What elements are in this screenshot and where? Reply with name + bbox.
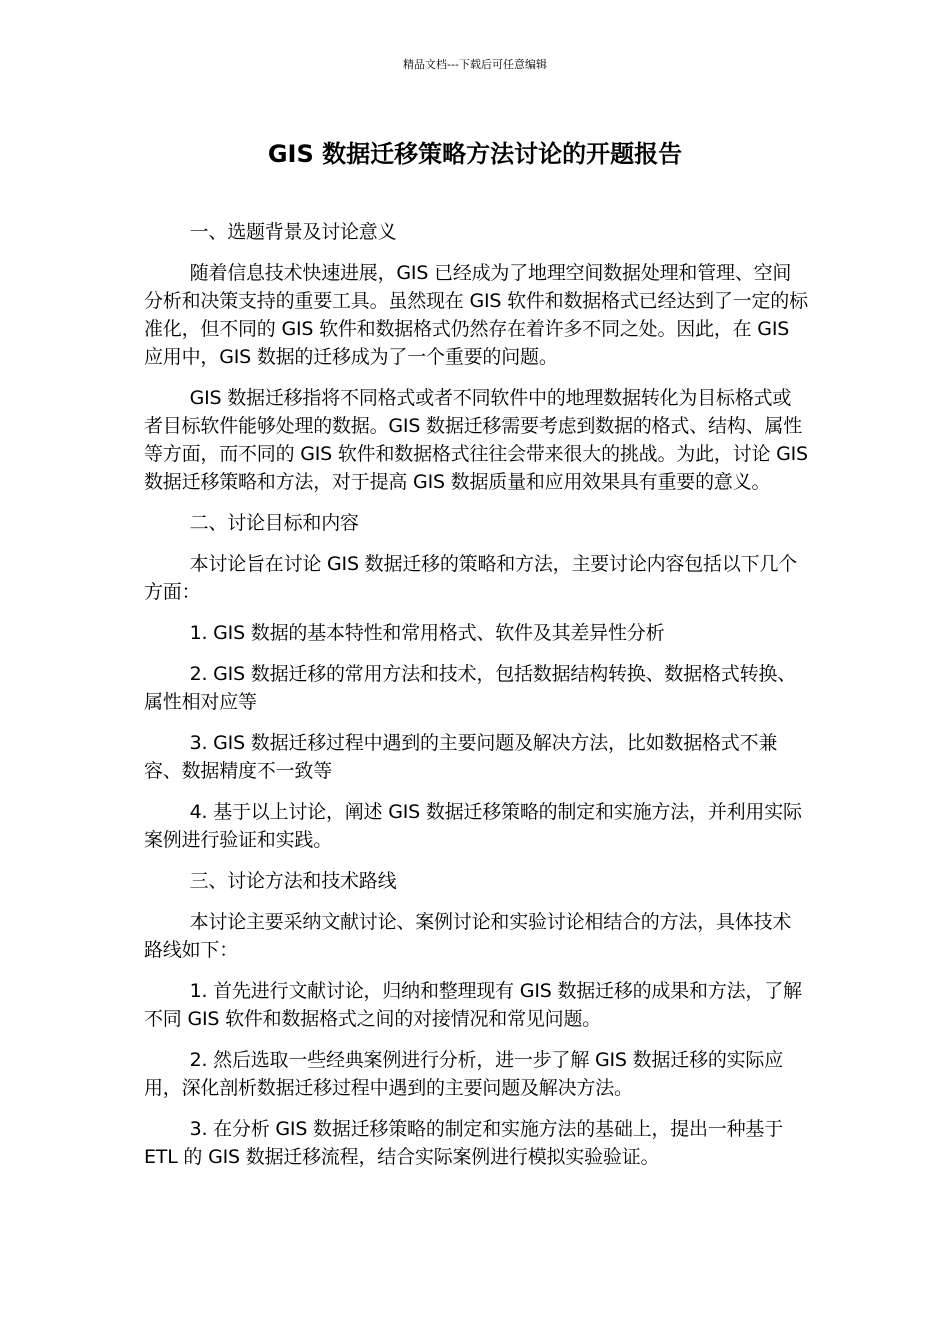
section-heading-methods: 三、讨论方法和技术路线 — [189, 870, 397, 892]
list-item: 3. 在分析 GIS 数据迁移策略的制定和实施方法的基础上，提出一种基于 ETL 的 GIS 数据迁移流程，结合实际案例进行模拟实验验证。 — [144, 1118, 784, 1168]
list-item: 3. GIS 数据迁移过程中遇到的主要问题及解决方法，比如数据格式不兼容、数据精度不一致等 — [144, 732, 778, 782]
paragraph: 随着信息技术快速进展，GIS 已经成为了地理空间数据处理和管理、空间分析和决策支持的重要工具。虽然现在 GIS 软件和数据格式已经达到了一定的标准化，但不同的 GIS 软件和数据格式仍然存在着许多不同之处。因此，在 GIS 应用中，GIS 数据的迁移成为了一个重要的问题。 — [144, 262, 808, 368]
document-title: GIS 数据迁移策略方法讨论的开题报告 — [267, 140, 683, 168]
paragraph: 本讨论旨在讨论 GIS 数据迁移的策略和方法，主要讨论内容包括以下几个方面： — [144, 553, 798, 603]
paragraph: GIS 数据迁移指将不同格式或者不同软件中的地理数据转化为目标格式或者目标软件能够处理的数据。GIS 数据迁移需要考虑到数据的格式、结构、属性等方面，而不同的 GIS 软件和数据格式往往会带来很大的挑战。为此，讨论 GIS 数据迁移策略和方法，对于提高 GIS 数据质量和应用效果具有重要的意义。 — [144, 387, 808, 493]
paragraph: 本讨论主要采纳文献讨论、案例讨论和实验讨论相结合的方法，具体技术路线如下： — [144, 911, 792, 961]
header-note: 精品文档---下载后可任意编辑 — [403, 58, 547, 71]
list-item: 1. GIS 数据的基本特性和常用格式、软件及其差异性分析 — [189, 622, 665, 644]
list-item: 4. 基于以上讨论，阐述 GIS 数据迁移策略的制定和实施方法，并利用实际案例进行验证和实践。 — [144, 801, 802, 851]
list-item: 2. 然后选取一些经典案例进行分析，进一步了解 GIS 数据迁移的实际应用，深化剖析数据迁移过程中遇到的主要问题及解决方法。 — [144, 1049, 784, 1099]
section-heading-background: 一、选题背景及讨论意义 — [189, 221, 397, 243]
list-item: 1. 首先进行文献讨论，归纳和整理现有 GIS 数据迁移的成果和方法，了解不同 GIS 软件和数据格式之间的对接情况和常见问题。 — [144, 980, 802, 1030]
section-heading-goals: 二、讨论目标和内容 — [189, 512, 359, 534]
list-item: 2. GIS 数据迁移的常用方法和技术，包括数据结构转换、数据格式转换、属性相对应等 — [144, 663, 796, 713]
document-body — [144, 218, 809, 1184]
